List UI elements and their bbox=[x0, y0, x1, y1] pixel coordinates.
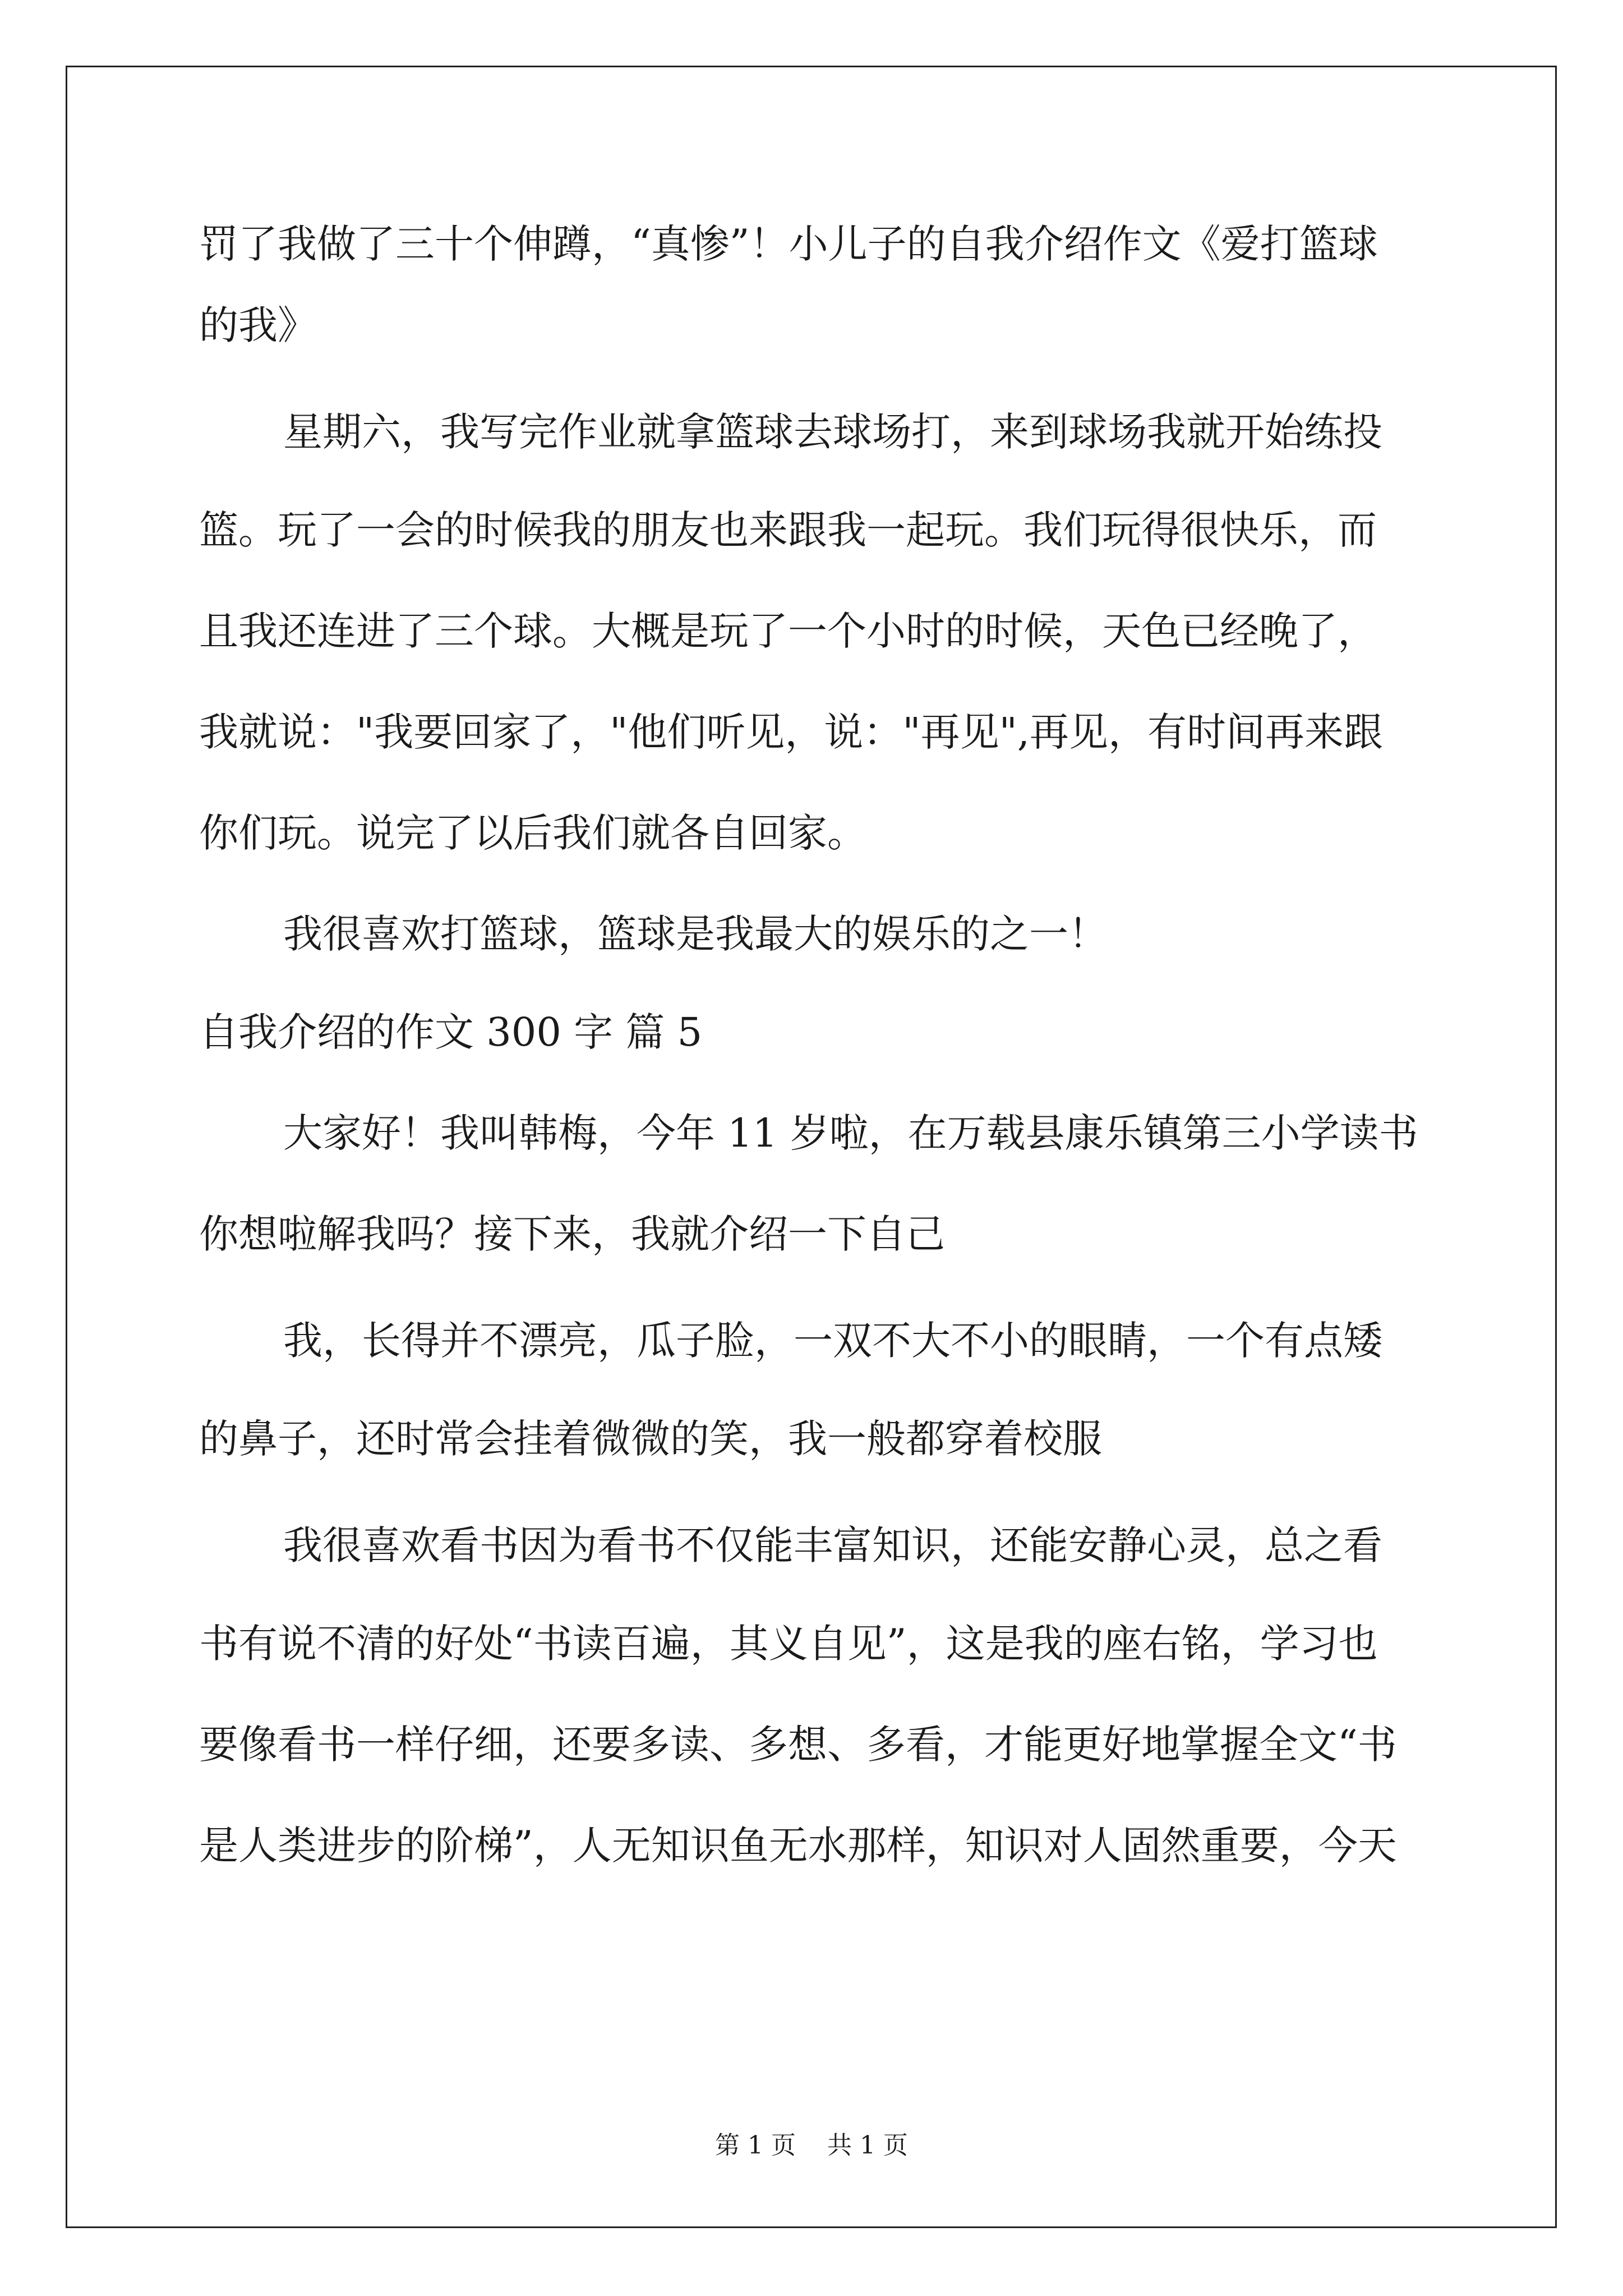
paragraph-start: 我很喜欢看书因为看书不仅能丰富知识，还能安静心灵，总之看 bbox=[283, 1522, 1382, 1568]
text-line: 书有说不清的好处“书读百遍，其义自见”，这是我的座右铭，学习也 bbox=[199, 1621, 1378, 1667]
text-line: 是人类进步的阶梯”，人无知识鱼无水那样，知识对人固然重要，今天 bbox=[199, 1823, 1397, 1869]
text-line: 要像看书一样仔细，还要多读、多想、多看，才能更好地掌握全文“书 bbox=[199, 1722, 1397, 1768]
text-line: 的鼻子，还时常会挂着微微的笑，我一般都穿着校服 bbox=[199, 1416, 1102, 1462]
section-heading: 自我介绍的作文 300 字 篇 5 bbox=[199, 1009, 703, 1055]
text-line: 的我》 bbox=[199, 302, 317, 348]
text-line: 你们玩。说完了以后我们就各自回家。 bbox=[199, 810, 866, 856]
text-line: 篮。玩了一会的时候我的朋友也来跟我一起玩。我们玩得很快乐，而 bbox=[199, 507, 1377, 553]
paragraph-start: 大家好！我叫韩梅，今年 11 岁啦，在万载县康乐镇第三小学读书 bbox=[283, 1110, 1418, 1156]
paragraph-start: 我很喜欢打篮球，篮球是我最大的娱乐的之一！ bbox=[283, 911, 1108, 957]
paragraph-start: 星期六，我写完作业就拿篮球去球场打，来到球场我就开始练投 bbox=[283, 409, 1382, 455]
text-line: 我就说："我要回家了，"他们听见，说："再见",再见，有时间再来跟 bbox=[199, 709, 1384, 755]
page-number-footer: 第 1 页 共 1 页 bbox=[715, 2131, 908, 2160]
text-line: 且我还连进了三个球。大概是玩了一个小时的时候，天色已经晚了， bbox=[199, 608, 1377, 654]
text-line: 罚了我做了三十个伸蹲，“真惨”！小儿子的自我介绍作文《爱打篮球 bbox=[199, 221, 1378, 267]
text-line: 你想啦解我吗？接下来，我就介绍一下自己 bbox=[199, 1211, 945, 1257]
paragraph-start: 我，长得并不漂亮，瓜子脸，一双不大不小的眼睛，一个有点矮 bbox=[283, 1318, 1382, 1364]
